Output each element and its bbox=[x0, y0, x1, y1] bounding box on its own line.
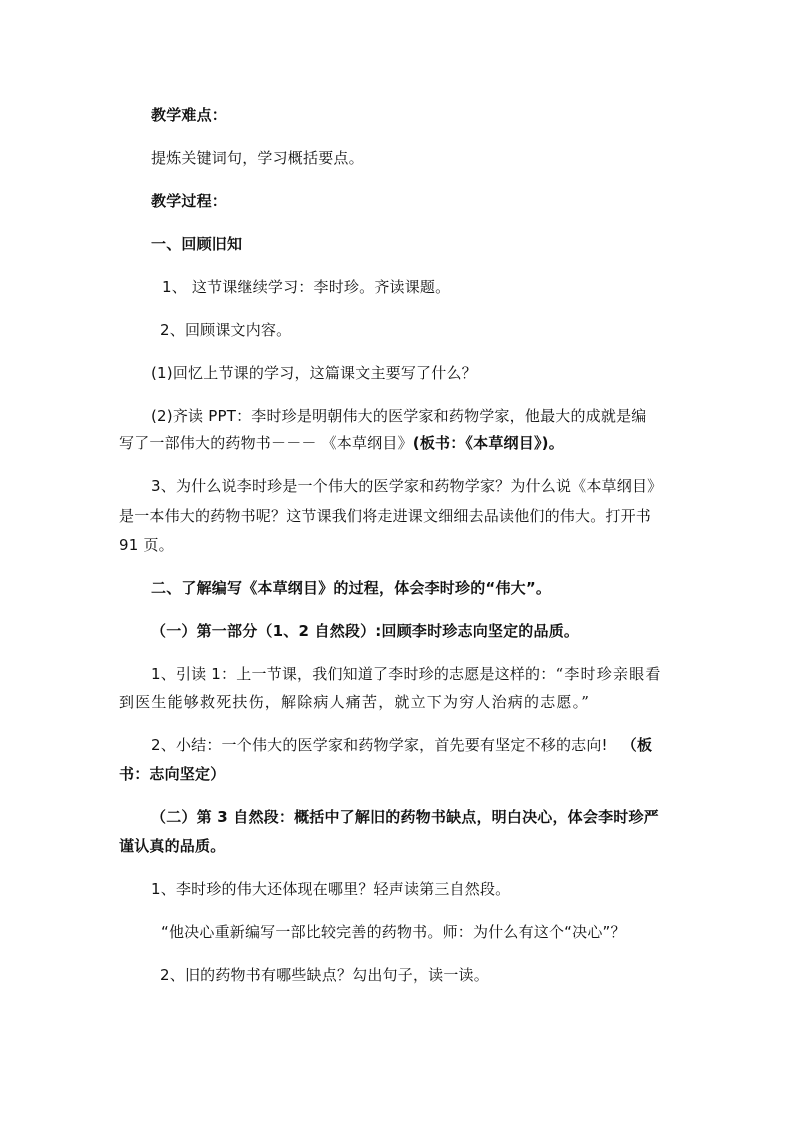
review-item-2: 2、回顾课文内容。 bbox=[160, 321, 292, 339]
section-one-heading: 一、回顾旧知 bbox=[151, 235, 243, 253]
part-one-heading: （一）第一部分（1、2 自然段）:回顾李时珍志向坚定的品质。 bbox=[151, 622, 580, 640]
part-two-heading-line-2: 谨认真的品质。 bbox=[119, 837, 226, 855]
part-one-quote-end: 到医生能够救死扶伤，解除病人痛苦，就立下为穷人治病的志愿。” bbox=[119, 693, 591, 711]
part-two-quote: “他决心重新编写一部比较完善的药物书。师：为什么有这个“决心”？ bbox=[161, 923, 626, 941]
section-two-heading: 二、了解编写《本草纲目》的过程，体会李时珍的“伟大”。 bbox=[151, 579, 552, 597]
part-two-item-2: 2、旧的药物书有哪些缺点？勾出句子，读一读。 bbox=[160, 966, 489, 984]
review-subitem-2-line-1: (2)齐读 PPT：李时珍是明朝伟大的医学家和药物学家，他最大的成就是编 bbox=[151, 407, 647, 425]
teaching-process-heading: 教学过程： bbox=[151, 192, 228, 210]
part-one-item-1-text: 1、引读 1：上一节课，我们知道了李时珍的志愿是这样的： bbox=[151, 665, 556, 683]
review-item-3-line-3: 91 页。 bbox=[119, 536, 174, 554]
blackboard-note-bencao: (板书：《本草纲目》)。 bbox=[412, 434, 564, 452]
teaching-difficulty-heading: 教学难点： bbox=[151, 106, 228, 124]
review-item-3-line-1: 3、为什么说李时珍是一个伟大的医学家和药物学家？为什么说《本草纲目》 bbox=[151, 477, 663, 495]
blackboard-note-start: （板 bbox=[621, 736, 653, 754]
teaching-difficulty-text: 提炼关键词句，学习概括要点。 bbox=[151, 149, 364, 167]
review-subitem-1: (1)回忆上节课的学习，这篇课文主要写了什么？ bbox=[151, 364, 477, 382]
blackboard-note-resolve: 书：志向坚定） bbox=[119, 765, 226, 783]
part-two-item-1: 1、李时珍的伟大还体现在哪里？轻声读第三自然段。 bbox=[151, 880, 511, 898]
review-subitem-2-line-2 bbox=[0, 433, 794, 453]
part-one-item-2-line-1 bbox=[0, 735, 794, 755]
part-one-item-1-line-1 bbox=[0, 664, 794, 684]
part-one-quote-start: “李时珍亲眼看 bbox=[555, 665, 662, 683]
part-one-summary-text: 2、小结：一个伟大的医学家和药物学家，首先要有坚定不移的志向! bbox=[151, 736, 608, 754]
review-item-3-line-2: 是一本伟大的药物书呢？这节课我们将走进课文细细去品读他们的伟大。打开书 bbox=[119, 507, 652, 525]
review-subitem-2-text: 写了一部伟大的药物书－－－ 《本草纲目》 bbox=[119, 434, 413, 452]
part-two-heading-line-1: （二）第 3 自然段：概括中了解旧的药物书缺点，明白决心，体会李时珍严 bbox=[151, 808, 659, 826]
review-item-1: 1、 这节课继续学习：李时珍。齐读课题。 bbox=[162, 278, 451, 296]
